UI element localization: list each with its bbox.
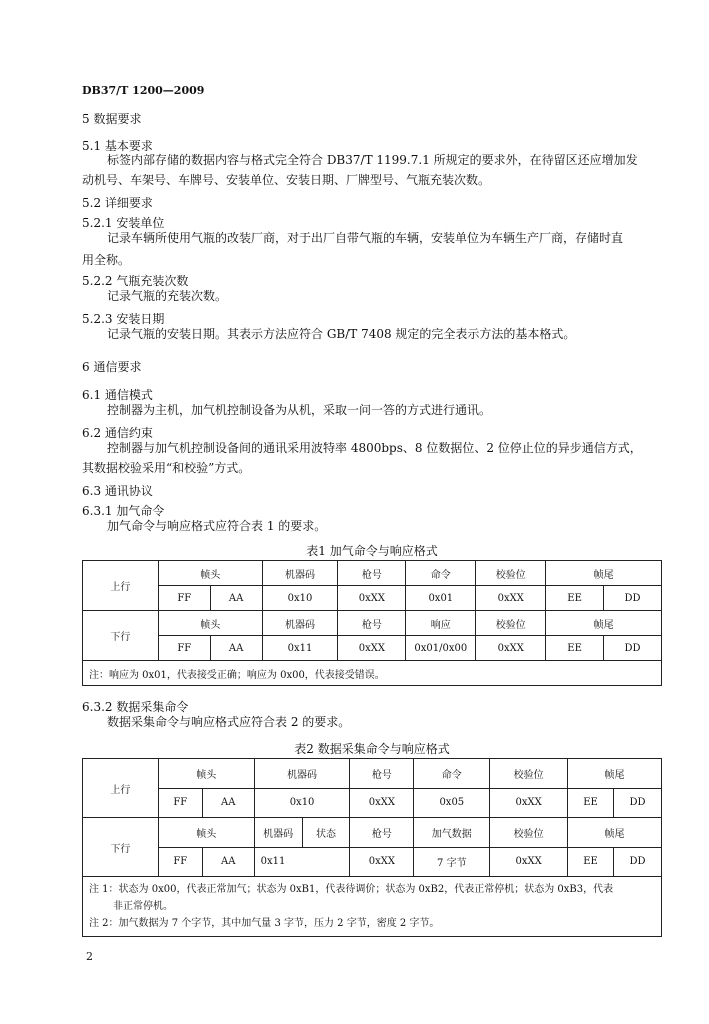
table1-cell: DD — [604, 586, 662, 611]
table1-cell: EE — [546, 586, 604, 611]
section-heading-6-1: 6.1 通信模式 — [82, 388, 153, 402]
table1-cell: 机器码 — [262, 561, 338, 586]
section-heading-5-1: 5.1 基本要求 — [82, 139, 153, 153]
table2-cell: 加气数据 — [414, 818, 490, 848]
table2-cell: AA — [202, 847, 254, 877]
table2-cell: 帧尾 — [568, 818, 662, 848]
table2-note1-line2: 非正常停机。 — [113, 901, 173, 912]
table2-cell: EE — [568, 847, 614, 877]
table1-cell: AA — [210, 586, 262, 611]
table2-cell: EE — [568, 788, 614, 818]
section-heading-5-2-2: 5.2.2 气瓶充装次数 — [82, 274, 189, 288]
table2-caption: 表2 数据采集命令与响应格式 — [294, 742, 450, 756]
section-heading-6-2: 6.2 通信约束 — [82, 426, 153, 440]
section-heading-6-3: 6.3 通讯协议 — [82, 484, 153, 498]
table2-cell: 状态 — [302, 818, 350, 848]
table1-cell: 枪号 — [338, 561, 406, 586]
table2-cell: 帧头 — [158, 759, 254, 789]
table2 — [82, 758, 662, 937]
table1-cell: 0xXX — [338, 636, 406, 661]
table1-down-value-row — [83, 636, 662, 661]
table1-cell: 0xXX — [476, 636, 546, 661]
table2-down-value-row — [83, 847, 662, 877]
table1-cell: 枪号 — [338, 611, 406, 636]
paragraph-5-2-3: 记录气瓶的安装日期。其表示方法应符合 GB/T 7408 规定的完全表示方法的基本格式。 — [107, 327, 576, 341]
table1-cell: 校验位 — [476, 561, 546, 586]
paragraph-6-2-line2: 其数据校验采用“和校验”方式。 — [82, 461, 251, 475]
table2-cell: AA — [202, 788, 254, 818]
table1-note: 注：响应为 0x01，代表接受正确；响应为 0x00，代表接受错误。 — [83, 661, 662, 686]
table1-cell: 0x11 — [262, 636, 338, 661]
table2-cell: DD — [614, 847, 662, 877]
table2-cell: 0xXX — [350, 847, 414, 877]
table2-down-header-row — [83, 818, 662, 848]
paragraph-5-2-2: 记录气瓶的充装次数。 — [107, 289, 228, 303]
table2-note-row — [83, 877, 662, 937]
table2-cell: 机器码 — [254, 759, 350, 789]
table2-cell: 校验位 — [490, 818, 568, 848]
section-heading-6-3-2: 6.3.2 数据采集命令 — [82, 700, 189, 714]
paragraph-6-3-2: 数据采集命令与响应格式应符合表 2 的要求。 — [107, 715, 351, 729]
table1-up-header-row — [83, 561, 662, 586]
table1-up-label: 上行 — [83, 561, 159, 611]
paragraph-5-2-1-line1: 记录车辆所使用气瓶的改装厂商，对于出厂自带气瓶的车辆，安装单位为车辆生产厂商，存储时直 — [107, 231, 624, 245]
document-header: DB37/T 1200—2009 — [82, 84, 205, 97]
table2-cell: 枪号 — [350, 818, 414, 848]
table1-cell: 0x01 — [406, 586, 476, 611]
table1-up-value-row — [83, 586, 662, 611]
table2-up-label: 上行 — [83, 759, 159, 818]
section-heading-5: 5 数据要求 — [82, 112, 142, 126]
table1-cell: 命令 — [406, 561, 476, 586]
section-heading-5-2-1: 5.2.1 安装单位 — [82, 216, 165, 230]
table2-cell: 机器码 — [254, 818, 302, 848]
table1-cell: 0xXX — [338, 586, 406, 611]
table2-note1-line1: 注 1：状态为 0x00，代表正常加气；状态为 0xB1，代表待调价；状态为 0xB2，代表正常停机；状态为 0xB3，代表 — [89, 884, 614, 895]
paragraph-5-1-line2: 动机号、车架号、车牌号、安装单位、安装日期、厂牌型号、气瓶充装次数。 — [82, 173, 491, 187]
section-heading-5-2-3: 5.2.3 安装日期 — [82, 312, 165, 326]
table1-down-header-row — [83, 611, 662, 636]
table1 — [82, 560, 662, 686]
table1-caption: 表1 加气命令与响应格式 — [306, 544, 438, 558]
table1-cell: 校验位 — [476, 611, 546, 636]
table2-cell: 0xXX — [490, 847, 568, 877]
table1-cell: FF — [158, 636, 210, 661]
table2-cell: 枪号 — [350, 759, 414, 789]
table1-cell: 帧头 — [158, 611, 262, 636]
table1-cell: 0xXX — [476, 586, 546, 611]
table1-cell: EE — [546, 636, 604, 661]
table2-cell: 帧尾 — [568, 759, 662, 789]
table2-cell: 0x10 — [254, 788, 350, 818]
paragraph-6-2-line1: 控制器与加气机控制设备间的通讯采用波特率 4800bps、8 位数据位、2 位停止位的异步通信方式， — [107, 441, 642, 455]
paragraph-5-2-1-line2: 用全称。 — [82, 253, 131, 267]
page-number: 2 — [86, 950, 93, 963]
table2-cell: 0x05 — [414, 788, 490, 818]
table2-cell: FF — [158, 847, 202, 877]
table1-cell: DD — [604, 636, 662, 661]
table2-cell: 0xXX — [490, 788, 568, 818]
table2-cell: 0xXX — [350, 788, 414, 818]
table1-cell: 0x01/0x00 — [406, 636, 476, 661]
table1-down-label: 下行 — [83, 611, 159, 661]
table1-cell: 帧尾 — [546, 561, 662, 586]
table1-cell: 帧头 — [158, 561, 262, 586]
table2-down-label: 下行 — [83, 818, 159, 877]
table1-note-row — [83, 661, 662, 686]
paragraph-6-1: 控制器为主机，加气机控制设备为从机，采取一问一答的方式进行通讯。 — [107, 403, 492, 417]
table1-cell: AA — [210, 636, 262, 661]
table2-cell: 命令 — [414, 759, 490, 789]
table2-notes — [83, 877, 662, 937]
table1-cell: 响应 — [406, 611, 476, 636]
table1-cell: 0x10 — [262, 586, 338, 611]
table2-cell: FF — [158, 788, 202, 818]
table2-cell: 帧头 — [158, 818, 254, 848]
table1-cell: 机器码 — [262, 611, 338, 636]
table1-cell: FF — [158, 586, 210, 611]
paragraph-5-1-line1: 标签内部存储的数据内容与格式完全符合 DB37/T 1199.7.1 所规定的要求外，在待留区还应增加发 — [107, 153, 638, 167]
paragraph-6-3-1: 加气命令与响应格式应符合表 1 的要求。 — [107, 519, 327, 533]
table2-cell: 校验位 — [490, 759, 568, 789]
section-heading-5-2: 5.2 详细要求 — [82, 196, 153, 210]
table2-cell: 7 字节 — [414, 847, 490, 877]
table2-up-value-row — [83, 788, 662, 818]
table1-cell: 帧尾 — [546, 611, 662, 636]
table2-up-header-row — [83, 759, 662, 789]
table2-cell: 0x11 — [254, 847, 350, 877]
section-heading-6-3-1: 6.3.1 加气命令 — [82, 504, 165, 518]
section-heading-6: 6 通信要求 — [82, 360, 142, 374]
table2-note2: 注 2：加气数据为 7 个字节，其中加气量 3 字节，压力 2 字节，密度 2 字节。 — [89, 918, 440, 929]
table2-cell: DD — [614, 788, 662, 818]
